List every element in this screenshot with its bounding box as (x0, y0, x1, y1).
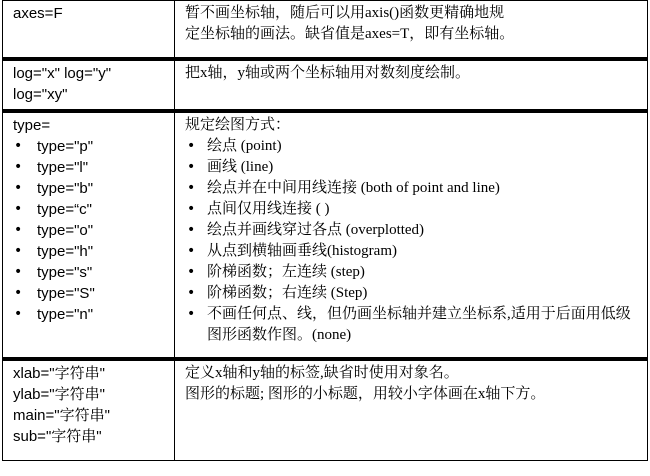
param-line: log="xy" (13, 85, 68, 103)
desc-item-point: • 绘点 (point) (185, 136, 641, 157)
desc-line: 定坐标轴的画法。缺省值是axes=T，即有坐标轴。 (185, 26, 515, 42)
table-row-type (3, 111, 648, 359)
desc-item-connect: • 点间仅用线连接 ( ) (185, 199, 641, 220)
param-line: xlab="字符串" (13, 364, 105, 382)
desc-item-step-right: • 阶梯函数；右连续 (Step) (185, 283, 641, 304)
table-row-labels (3, 359, 648, 461)
type-option-s-upper: • type="S" (13, 283, 168, 304)
type-option-n: • type="n" (13, 304, 168, 325)
type-option-c: • type=“c" (13, 199, 168, 220)
param-line: axes=F (13, 5, 63, 22)
desc-heading: 规定绘图方式： (185, 116, 291, 133)
desc-cell-log (175, 59, 648, 111)
type-option-s-lower: • type="s" (13, 262, 168, 283)
type-option-p: • type="p" (13, 136, 168, 157)
table-row-log (3, 59, 648, 111)
param-heading: type= (13, 116, 51, 134)
desc-cell-axes (175, 1, 648, 59)
param-line: main="字符串" (13, 406, 110, 424)
desc-item-histogram: • 从点到横轴画垂线(histogram) (185, 241, 641, 262)
desc-item-none: • 不画任何点、线，但仍画坐标轴并建立坐标系,适用于后面用低级图形函数作图。(none) (185, 304, 641, 346)
param-line: sub="字符串" (13, 427, 102, 445)
desc-item-both: • 绘点并在中间用线连接 (both of point and line) (185, 178, 641, 199)
parameter-table-document (2, 0, 648, 461)
table-row-axes (3, 1, 648, 59)
desc-cell-labels (175, 359, 648, 461)
param-cell-log (3, 59, 175, 111)
param-line: ylab="字符串" (13, 385, 105, 403)
param-cell-type (3, 111, 175, 359)
plot-parameters-table (2, 0, 648, 461)
param-cell-labels (3, 359, 175, 461)
desc-line: 图形的标题; 图形的小标题，用较小字体画在x轴下方。 (185, 385, 546, 402)
desc-item-overplotted: • 绘点并画线穿过各点 (overplotted) (185, 220, 641, 241)
desc-line: 定义x轴和y轴的标签,缺省时使用对象名。 (185, 364, 459, 381)
desc-line: 暂不画坐标轴，随后可以用axis()函数更精确地规 (185, 5, 505, 21)
type-option-b: • type="b" (13, 178, 168, 199)
type-option-o: • type="o" (13, 220, 168, 241)
param-cell-axes (3, 1, 175, 59)
type-option-h: • type="h" (13, 241, 168, 262)
type-option-l: • type="l" (13, 157, 168, 178)
desc-cell-type (175, 111, 648, 359)
param-line: log="x" log="y" (13, 64, 112, 82)
desc-item-step-left: • 阶梯函数；左连续 (step) (185, 262, 641, 283)
desc-line: 把x轴，y轴或两个坐标轴用对数刻度绘制。 (185, 64, 471, 81)
desc-item-line: • 画线 (line) (185, 157, 641, 178)
